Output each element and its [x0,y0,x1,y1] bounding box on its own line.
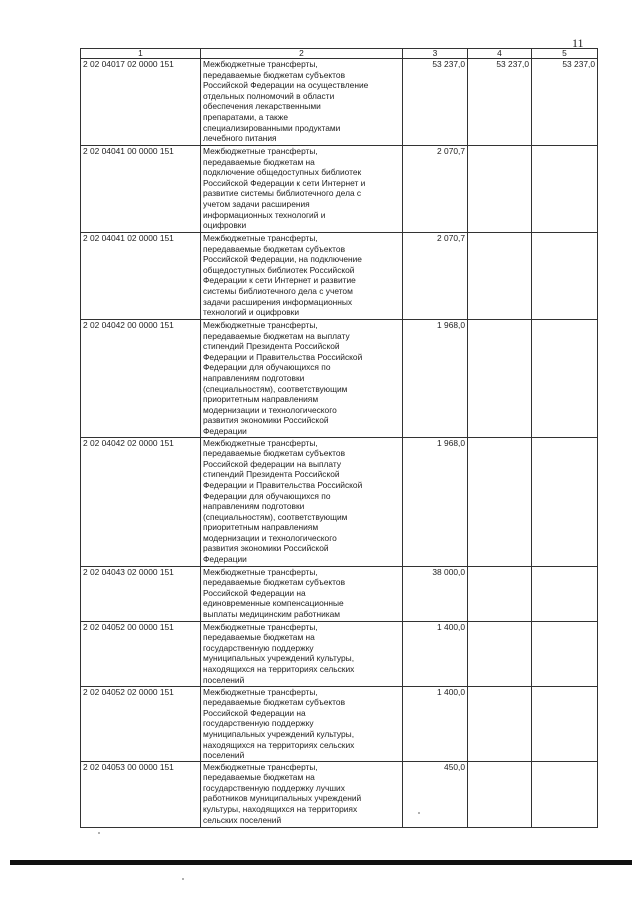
budget-code: 2 02 04041 00 0000 151 [81,146,201,233]
amount-col3: 1 400,0 [403,621,468,686]
table-row [81,233,598,320]
description: Межбюджетные трансферты, передаваемые бюджетам на государственную поддержку муниципальных учреждений культуры, находящихся на территориях сельских поселений [201,621,403,686]
budget-code: 2 02 04017 02 0000 151 [81,59,201,146]
table-row [81,621,598,686]
table-row [81,761,598,827]
column-header-5: 5 [532,49,598,59]
amount-col4 [468,566,532,621]
column-header-2: 2 [201,49,403,59]
amount-col5 [532,233,598,320]
amount-col4: 53 237,0 [468,59,532,146]
description: Межбюджетные трансферты, передаваемые бюджетам на государственную поддержку лучших работников муниципальных учреждений культуры, находящихся на территориях сельских поселений [201,761,403,827]
amount-col4 [468,320,532,438]
amount-col4 [468,621,532,686]
scan-speck [182,878,184,880]
amount-col5 [532,761,598,827]
amount-col5 [532,437,598,566]
table-row [81,146,598,233]
table-row [81,320,598,438]
budget-code: 2 02 04052 02 0000 151 [81,686,201,761]
description: Межбюджетные трансферты, передаваемые бюджетам на выплату стипендий Президента Российской Федерации и Правительства Российской Федерации для обучающихся по направлениям подготовки (специальностям), соответствующим приоритетным направлениям модернизации и технологического развития экономики Российской Федерации [201,320,403,438]
amount-col4 [468,686,532,761]
column-header-3: 3 [403,49,468,59]
amount-col3: 2 070,7 [403,233,468,320]
budget-code: 2 02 04043 02 0000 151 [81,566,201,621]
table-row [81,686,598,761]
scan-bottom-edge [10,860,632,865]
budget-code: 2 02 04042 02 0000 151 [81,437,201,566]
description: Межбюджетные трансферты, передаваемые бюджетам субъектов Российской федерации на выплату стипендий Президента Российской Федерации и Правительства Российской Федерации для обучающихся по направлениям подготовки (специальностям), соответствующим приоритетным направлениям модернизации и технологического развития экономики Российской Федерации [201,437,403,566]
header-row [81,49,598,59]
amount-col4 [468,146,532,233]
description: Межбюджетные трансферты, передаваемые бюджетам субъектов Российской Федерации, на подключение общедоступных библиотек Российской Федерации к сети Интернет и развитие системы библиотечного дела с учетом задачи расширения информационных технологий и оцифровки [201,233,403,320]
amount-col3: 38 000,0 [403,566,468,621]
amount-col5 [532,621,598,686]
budget-code: 2 02 04042 00 0000 151 [81,320,201,438]
column-header-4: 4 [468,49,532,59]
table-row [81,437,598,566]
amount-col3: 1 968,0 [403,437,468,566]
scan-speck [418,812,420,814]
budget-code: 2 02 04053 00 0000 151 [81,761,201,827]
table-row [81,59,598,146]
description: Межбюджетные трансферты, передаваемые бюджетам субъектов Российской Федерации на единовременные компенсационные выплаты медицинским работникам [201,566,403,621]
amount-col3: 53 237,0 [403,59,468,146]
amount-col4 [468,437,532,566]
description: Межбюджетные трансферты, передаваемые бюджетам на подключение общедоступных библиотек Российской Федерации к сети Интернет и развитие системы библиотечного дела с учетом задачи расширения информационных технологий и оцифровки [201,146,403,233]
amount-col5 [532,320,598,438]
budget-code: 2 02 04041 02 0000 151 [81,233,201,320]
amount-col5 [532,686,598,761]
amount-col3: 1 400,0 [403,686,468,761]
amount-col5 [532,146,598,233]
amount-col5: 53 237,0 [532,59,598,146]
amount-col3: 2 070,7 [403,146,468,233]
scan-speck [98,832,100,834]
page-number: 11 [572,36,584,50]
amount-col4 [468,761,532,827]
description: Межбюджетные трансферты, передаваемые бюджетам субъектов Российской Федерации на осуществление отдельных полномочий в области обеспечения лекарственными препаратами, а также специализированными продуктами лечебного питания [201,59,403,146]
amount-col4 [468,233,532,320]
table-row [81,566,598,621]
amount-col3: 1 968,0 [403,320,468,438]
budget-table [80,48,598,828]
amount-col5 [532,566,598,621]
amount-col3: 450,0 [403,761,468,827]
budget-code: 2 02 04052 00 0000 151 [81,621,201,686]
description: Межбюджетные трансферты, передаваемые бюджетам субъектов Российской Федерации на государственную поддержку муниципальных учреждений культуры, находящихся на территориях сельских поселений [201,686,403,761]
column-header-1: 1 [81,49,201,59]
